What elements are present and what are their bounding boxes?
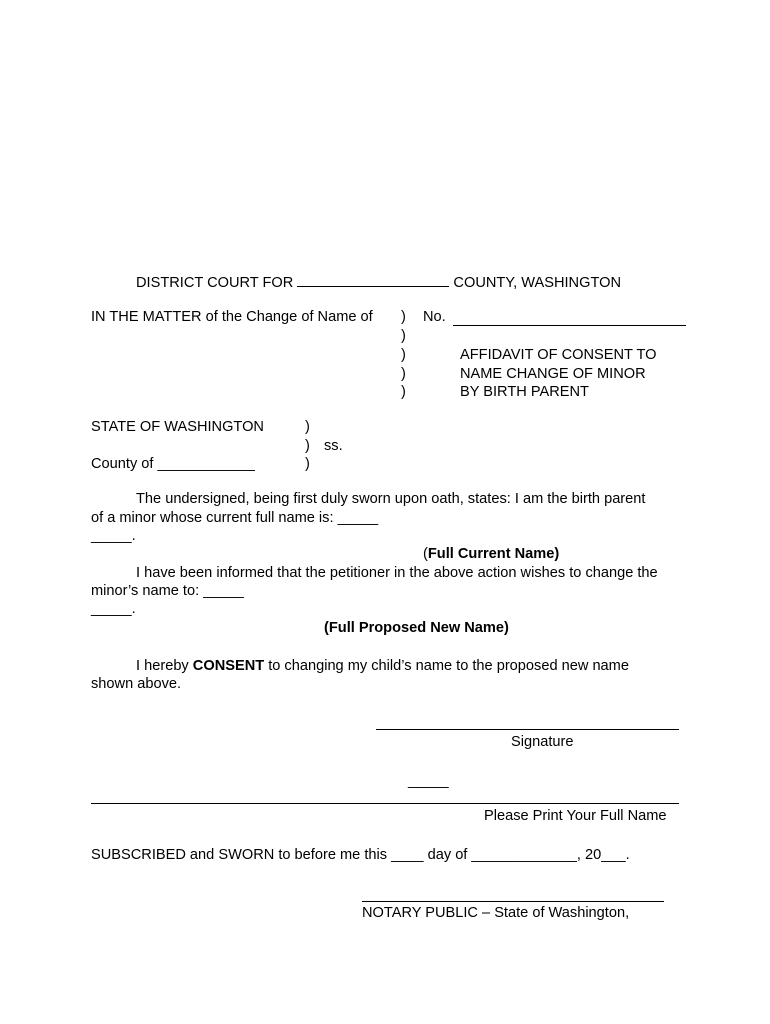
consent-bold: CONSENT — [192, 658, 265, 674]
venue-ss: ss. — [324, 438, 343, 454]
print-name-blank: _____ — [408, 773, 449, 789]
print-name-label: Please Print Your Full Name — [484, 808, 667, 824]
current-name-text: Full Current Name) — [427, 546, 560, 562]
para1-line: The undersigned, being first duly sworn upon oath, states: I am the birth parent — [136, 491, 646, 507]
para2-line: I have been informed that the petitioner in the above action wishes to change the — [136, 565, 658, 581]
consent-line — [136, 657, 629, 675]
court-prefix: DISTRICT COURT FOR — [136, 275, 294, 291]
caption-paren: ) — [401, 366, 406, 382]
signature-label: Signature — [511, 734, 574, 750]
document-title-line: BY BIRTH PARENT — [460, 384, 589, 400]
matter-label: IN THE MATTER of the Change of Name of — [91, 309, 373, 325]
consent-pre: I hereby — [136, 658, 193, 674]
sworn-text: SUBSCRIBED and SWORN to before me this ____ day of _____________, 20___. — [91, 847, 630, 863]
document-title-line: NAME CHANGE OF MINOR — [460, 366, 646, 382]
caption-paren: ) — [401, 328, 406, 344]
venue-paren: ) — [305, 438, 310, 454]
venue-paren: ) — [305, 456, 310, 472]
case-number-label: No. — [423, 309, 446, 325]
para2-line: minor’s name to: _____ — [91, 583, 244, 599]
venue-paren: ) — [305, 419, 310, 435]
caption-paren: ) — [401, 384, 406, 400]
consent-line2: shown above. — [91, 676, 182, 692]
para1-line: of a minor whose current full name is: _____ — [91, 510, 379, 526]
county-blank[interactable] — [297, 272, 449, 287]
caption-paren: ) — [401, 347, 406, 363]
print-name-line[interactable] — [91, 803, 679, 804]
para2-line: _____. — [91, 601, 136, 617]
consent-post: to changing my child’s name to the proposed new name — [264, 658, 629, 674]
venue-state: STATE OF WASHINGTON — [91, 419, 264, 435]
proposed-name-label: (Full Proposed New Name) — [324, 620, 509, 636]
venue-county: County of ____________ — [91, 456, 255, 472]
para1-line: _____. — [91, 528, 136, 544]
current-name-label — [423, 545, 559, 563]
signature-line[interactable] — [376, 729, 679, 730]
caption-paren: ) — [401, 309, 406, 325]
current-name-paren: ( — [423, 546, 428, 562]
notary-signature-line[interactable] — [362, 901, 664, 902]
court-suffix: COUNTY, WASHINGTON — [453, 275, 621, 291]
court-heading — [136, 272, 621, 292]
notary-label: NOTARY PUBLIC – State of Washington, — [362, 905, 630, 921]
case-number-blank[interactable] — [453, 325, 686, 326]
document-title-line: AFFIDAVIT OF CONSENT TO — [460, 347, 657, 363]
